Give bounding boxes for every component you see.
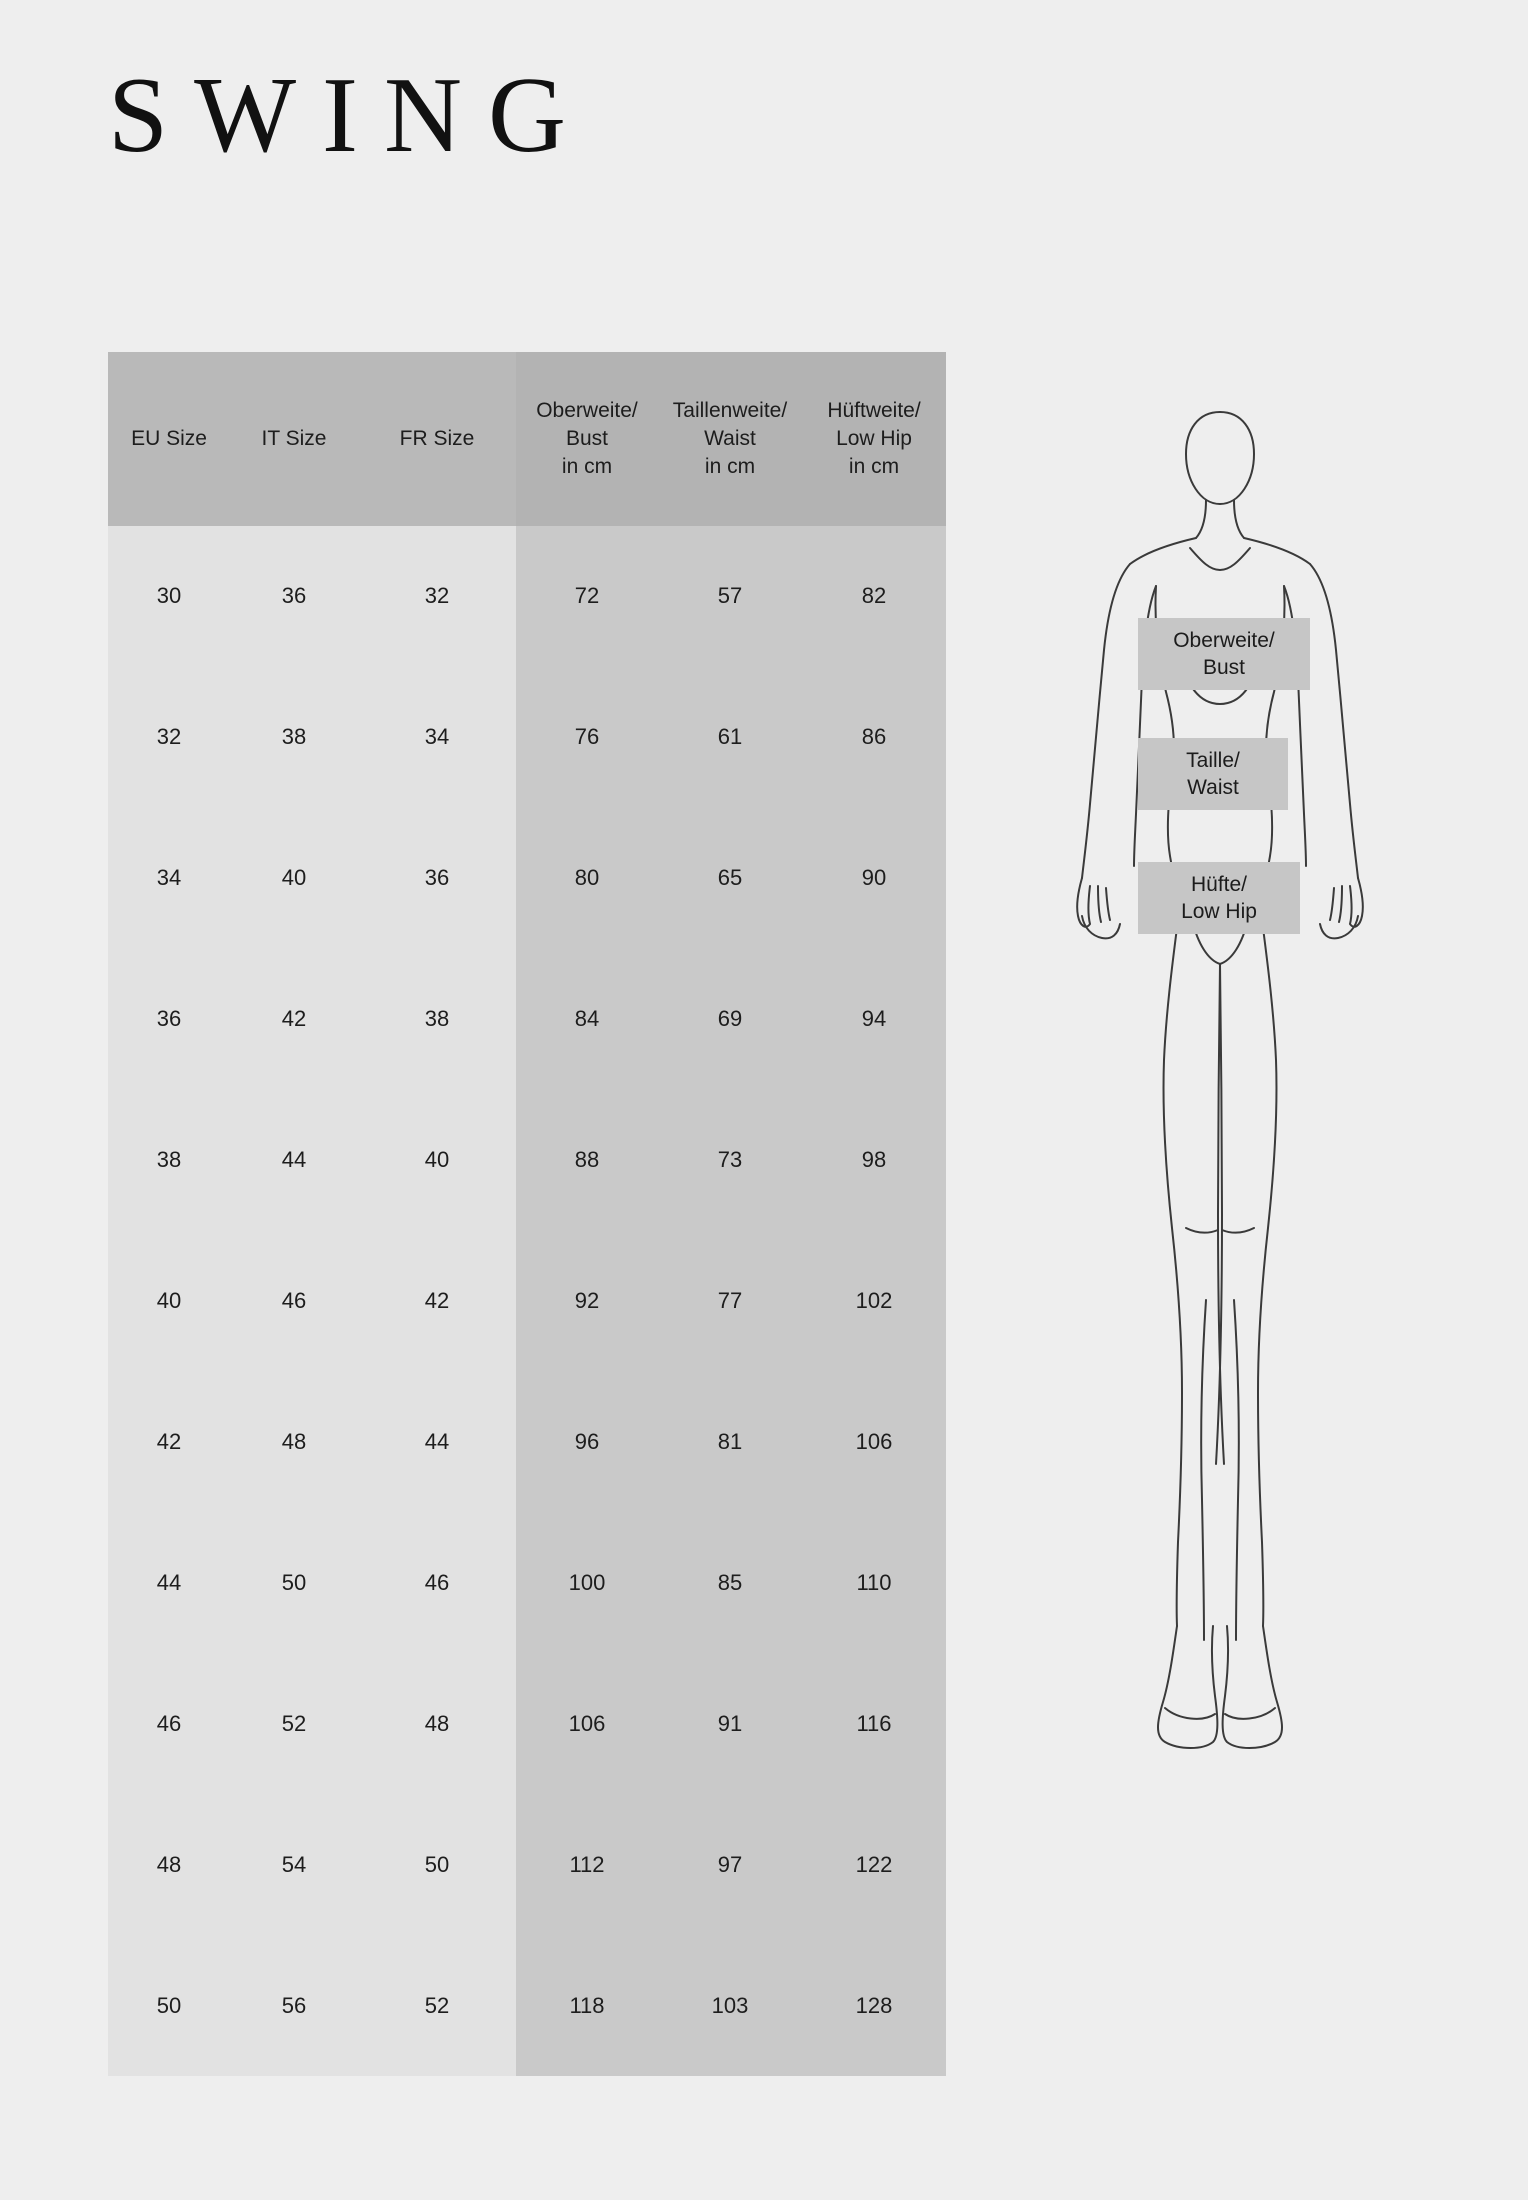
- column-header-low-hip-line2: Low Hip: [836, 427, 912, 450]
- cell-low-hip: 116: [802, 1653, 946, 1794]
- cell-fr-size: 42: [358, 1231, 516, 1372]
- figure-label-waist-line2: Waist: [1187, 776, 1239, 799]
- cell-low-hip: 102: [802, 1231, 946, 1372]
- column-header-bust-line3: in cm: [561, 455, 613, 478]
- cell-eu-size: 36: [108, 949, 230, 1090]
- column-header-bust: [516, 352, 658, 526]
- cell-eu-size: 50: [108, 1935, 230, 2076]
- cell-low-hip: 122: [802, 1794, 946, 1935]
- cell-bust: 118: [516, 1935, 658, 2076]
- cell-eu-size: 32: [108, 667, 230, 808]
- cell-it-size: 46: [230, 1231, 358, 1372]
- table-row: [108, 526, 946, 667]
- cell-it-size: 52: [230, 1653, 358, 1794]
- figure-label-waist: [1138, 738, 1288, 810]
- cell-it-size: 40: [230, 808, 358, 949]
- cell-low-hip: 128: [802, 1935, 946, 2076]
- cell-fr-size: 36: [358, 808, 516, 949]
- table-row: [108, 808, 946, 949]
- figure-label-waist-line1: Taille/: [1186, 749, 1240, 772]
- table-header: [108, 352, 946, 526]
- column-header-low-hip-line3: in cm: [848, 455, 900, 478]
- brand-logo: SWING: [108, 56, 592, 175]
- cell-waist: 57: [658, 526, 802, 667]
- table-row: [108, 1512, 946, 1653]
- size-chart-table-container: [108, 352, 946, 2076]
- cell-fr-size: 32: [358, 526, 516, 667]
- cell-bust: 80: [516, 808, 658, 949]
- cell-low-hip: 90: [802, 808, 946, 949]
- cell-fr-size: 38: [358, 949, 516, 1090]
- cell-fr-size: 40: [358, 1090, 516, 1231]
- cell-low-hip: 106: [802, 1371, 946, 1512]
- cell-low-hip: 110: [802, 1512, 946, 1653]
- figure-label-low-hip-line1: Hüfte/: [1190, 873, 1248, 896]
- column-header-eu-size: [108, 352, 230, 526]
- cell-eu-size: 40: [108, 1231, 230, 1372]
- cell-waist: 103: [658, 1935, 802, 2076]
- cell-it-size: 42: [230, 949, 358, 1090]
- cell-it-size: 38: [230, 667, 358, 808]
- cell-it-size: 44: [230, 1090, 358, 1231]
- cell-low-hip: 86: [802, 667, 946, 808]
- cell-fr-size: 48: [358, 1653, 516, 1794]
- table-header-row: [108, 352, 946, 526]
- cell-low-hip: 94: [802, 949, 946, 1090]
- cell-low-hip: 98: [802, 1090, 946, 1231]
- figure-label-bust: [1138, 618, 1310, 690]
- table-row: [108, 1935, 946, 2076]
- cell-waist: 65: [658, 808, 802, 949]
- figure-label-bust-line1: Oberweite/: [1173, 629, 1275, 652]
- cell-bust: 106: [516, 1653, 658, 1794]
- cell-eu-size: 34: [108, 808, 230, 949]
- cell-fr-size: 34: [358, 667, 516, 808]
- cell-fr-size: 46: [358, 1512, 516, 1653]
- cell-waist: 85: [658, 1512, 802, 1653]
- cell-waist: 97: [658, 1794, 802, 1935]
- cell-bust: 112: [516, 1794, 658, 1935]
- table-row: [108, 1090, 946, 1231]
- table-row: [108, 1794, 946, 1935]
- cell-it-size: 54: [230, 1794, 358, 1935]
- cell-fr-size: 52: [358, 1935, 516, 2076]
- cell-fr-size: 44: [358, 1371, 516, 1512]
- table-row: [108, 1653, 946, 1794]
- cell-eu-size: 44: [108, 1512, 230, 1653]
- table-body: [108, 526, 946, 2076]
- cell-bust: 76: [516, 667, 658, 808]
- column-header-low-hip-line1: Hüftweite/: [827, 399, 921, 422]
- table-row: [108, 1371, 946, 1512]
- figure-label-low-hip: [1138, 862, 1300, 934]
- cell-eu-size: 48: [108, 1794, 230, 1935]
- column-header-eu-size-line1: EU Size: [131, 427, 207, 450]
- cell-waist: 91: [658, 1653, 802, 1794]
- table-row: [108, 1231, 946, 1372]
- column-header-waist-line2: Waist: [704, 427, 756, 450]
- column-header-it-size-line1: IT Size: [261, 427, 327, 450]
- column-header-waist-line1: Taillenweite/: [672, 399, 788, 422]
- cell-it-size: 48: [230, 1371, 358, 1512]
- cell-eu-size: 38: [108, 1090, 230, 1231]
- column-header-waist: [658, 352, 802, 526]
- column-header-waist-line3: in cm: [704, 455, 756, 478]
- cell-waist: 61: [658, 667, 802, 808]
- column-header-low-hip: [802, 352, 946, 526]
- column-header-fr-size: [358, 352, 516, 526]
- cell-bust: 96: [516, 1371, 658, 1512]
- figure-label-bust-line2: Bust: [1202, 656, 1246, 679]
- cell-bust: 72: [516, 526, 658, 667]
- figure-label-low-hip-line2: Low Hip: [1181, 900, 1257, 923]
- cell-it-size: 56: [230, 1935, 358, 2076]
- column-header-bust-line1: Oberweite/: [536, 399, 638, 422]
- cell-it-size: 36: [230, 526, 358, 667]
- table-row: [108, 667, 946, 808]
- cell-low-hip: 82: [802, 526, 946, 667]
- cell-waist: 69: [658, 949, 802, 1090]
- cell-it-size: 50: [230, 1512, 358, 1653]
- cell-eu-size: 42: [108, 1371, 230, 1512]
- cell-waist: 77: [658, 1231, 802, 1372]
- table-row: [108, 949, 946, 1090]
- cell-eu-size: 30: [108, 526, 230, 667]
- cell-fr-size: 50: [358, 1794, 516, 1935]
- column-header-fr-size-line1: FR Size: [399, 427, 475, 450]
- column-header-it-size: [230, 352, 358, 526]
- size-chart-table: [108, 352, 946, 2076]
- column-header-bust-line2: Bust: [565, 427, 609, 450]
- cell-bust: 92: [516, 1231, 658, 1372]
- cell-waist: 73: [658, 1090, 802, 1231]
- cell-waist: 81: [658, 1371, 802, 1512]
- cell-bust: 88: [516, 1090, 658, 1231]
- cell-bust: 84: [516, 949, 658, 1090]
- cell-bust: 100: [516, 1512, 658, 1653]
- cell-eu-size: 46: [108, 1653, 230, 1794]
